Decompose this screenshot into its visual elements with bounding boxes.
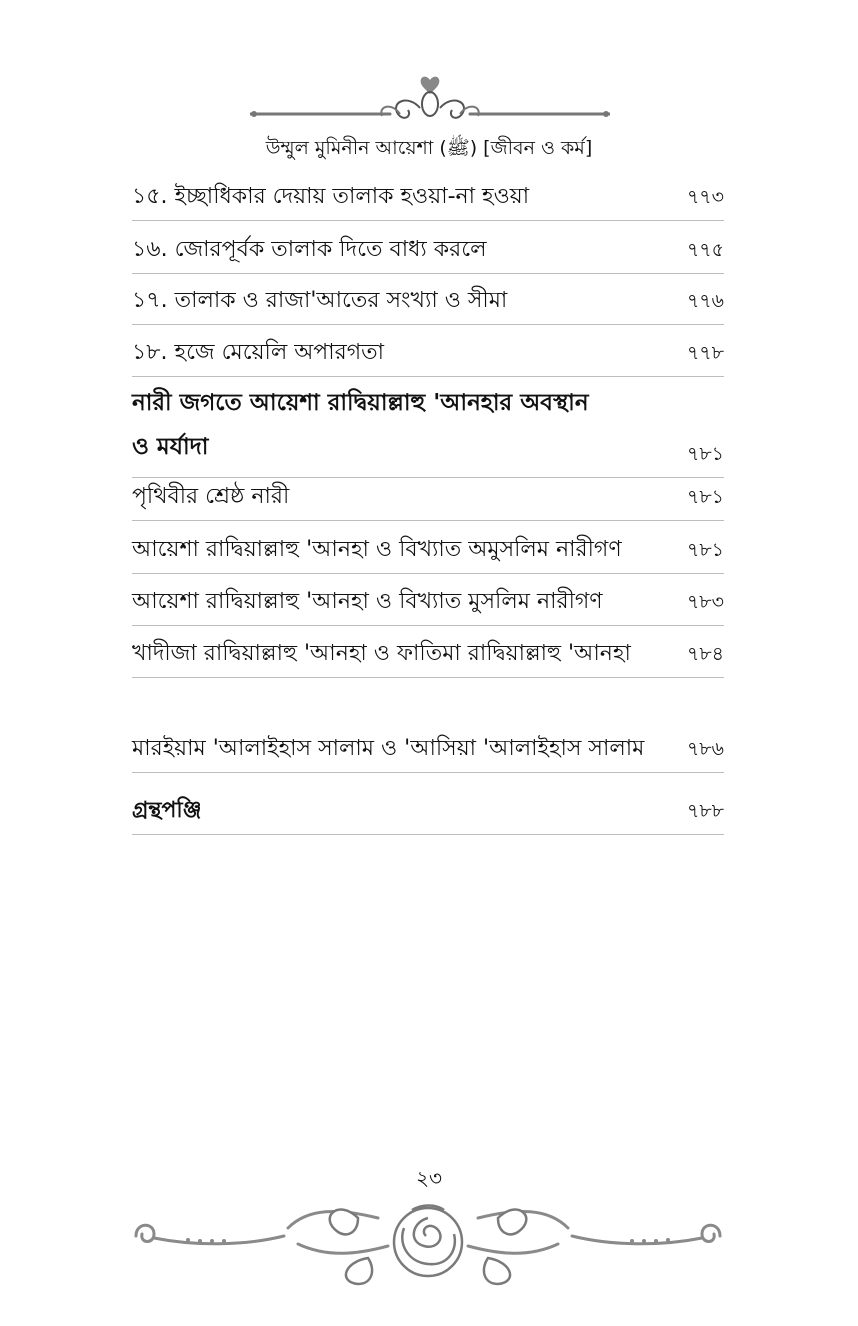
toc-entry-title: আয়েশা রাদ্বিয়াল্লাহু 'আনহা ও বিখ্যাত মুসলিম নারীগণ [132,589,603,614]
table-of-contents [132,168,724,835]
toc-entry-page: ৭৭৫ [686,239,724,261]
toc-entry-page: ৭৭৬ [686,290,724,312]
toc-entry-page: ৭৮৪ [686,643,724,665]
toc-entry-page: ৭৭৮ [686,342,724,364]
toc-entry-page: ৭৮১ [686,539,724,561]
toc-entry[interactable] [132,574,724,626]
toc-entry-title: ১৭. তালাক ও রাজা'আতের সংখ্যা ও সীমা [132,288,508,313]
toc-entry-page: ৭৮৩ [686,591,724,613]
toc-entry-page: ৭৮৬ [686,738,724,760]
running-header: উম্মুল মুমিনীন আয়েশা (ﷺ) [জীবন ও কর্ম] [265,137,593,159]
toc-entry-page: ৭৭৩ [686,186,724,208]
toc-entry-title: ১৮. হজে মেয়েলি অপারগতা [132,340,385,365]
toc-entry[interactable] [132,678,724,773]
toc-section-title [132,381,589,469]
toc-entry-bibliography[interactable] [132,773,724,835]
floral-ornament-icon [250,70,610,130]
toc-section-page: ৭৮১ [686,443,724,465]
toc-entry[interactable] [132,221,724,274]
toc-entry-page: ৭৮৮ [686,800,724,822]
toc-entry[interactable] [132,325,724,377]
toc-entry[interactable] [132,168,724,221]
toc-entry-title: ১৬. জোরপূর্বক তালাক দিতে বাধ্য করলে [132,237,487,262]
toc-section-heading[interactable] [132,377,724,478]
toc-entry[interactable] [132,274,724,325]
toc-section-title-line2: ও মর্যাদা [132,434,209,460]
toc-entry-title: পৃথিবীর শ্রেষ্ঠ নারী [132,484,290,509]
toc-section-title-line1: নারী জগতে আয়েশা রাদ্বিয়াল্লাহু 'আনহার অবস্থান [132,390,589,416]
toc-entry-title: খাদীজা রাদ্বিয়াল্লাহু 'আনহা ও ফাতিমা রাদ্বিয়াল্লাহু 'আনহা [132,641,631,666]
toc-entry[interactable] [132,626,724,678]
toc-entry-title: আয়েশা রাদ্বিয়াল্লাহু 'আনহা ও বিখ্যাত অমুসলিম নারীগণ [132,537,622,562]
toc-entry-title: ১৫. ইচ্ছাধিকার দেয়ায় তালাক হওয়া-না হওয়া [132,184,530,209]
rose-flourish-icon [128,1188,728,1298]
toc-entry-page: ৭৮১ [686,486,724,508]
toc-entry[interactable] [132,521,724,574]
toc-entry-title: গ্রন্থপঞ্জি [132,798,202,823]
toc-entry[interactable] [132,478,724,521]
toc-entry-title: মারইয়াম 'আলাইহাস সালাম ও 'আসিয়া 'আলাইহাস সালাম [132,736,645,761]
page-number: ২৩ [415,1166,442,1190]
